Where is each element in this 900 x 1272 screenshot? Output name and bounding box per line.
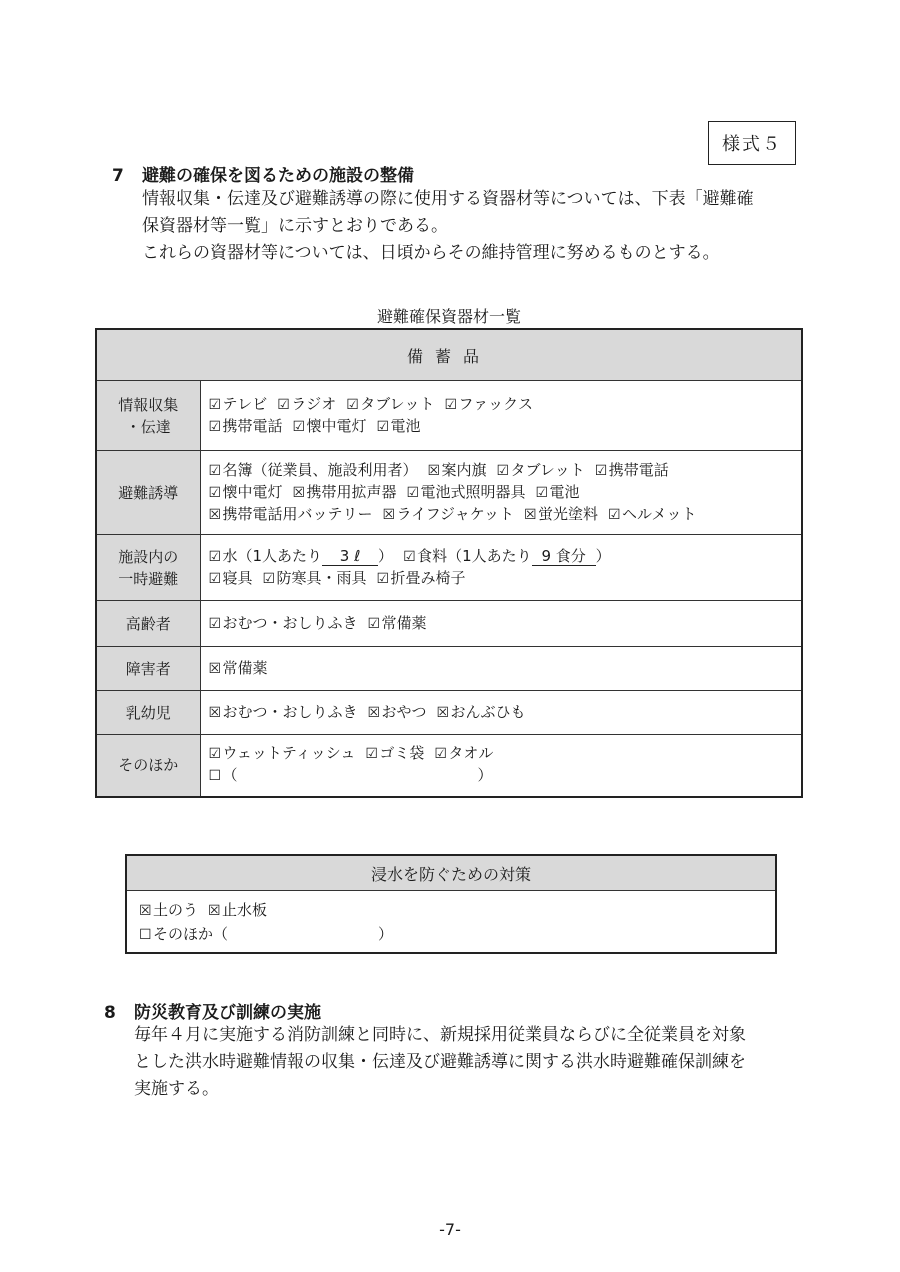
item-label: タオル	[448, 744, 494, 763]
table-row	[96, 647, 802, 691]
checked-box-icon: ☑	[496, 462, 510, 479]
checklist-item	[209, 613, 358, 635]
flood-measures-header: 浸水を防ぐための対策	[127, 856, 775, 891]
item-label: 寝具	[222, 568, 253, 587]
section-7-number: 7	[112, 166, 124, 186]
item-line	[209, 394, 794, 416]
checklist-item	[444, 394, 533, 416]
item-label: 懐中電灯	[306, 416, 367, 435]
section-8-line: とした洪水時避難情報の収集・伝達及び避難誘導に関する洪水時避難確保訓練を	[134, 1052, 746, 1072]
checklist-item	[383, 504, 514, 526]
category-line: 避難誘導	[118, 483, 179, 502]
checked-box-icon: ☑	[367, 615, 381, 632]
table-row	[96, 601, 802, 647]
section-7-title: 避難の確保を図るための施設の整備	[142, 166, 414, 186]
item-label: 食料（1人あたり	[417, 546, 532, 565]
checked-box-icon: ☑	[444, 396, 458, 413]
checklist-item	[608, 504, 697, 526]
equipment-table	[95, 328, 803, 798]
item-label: 電池式照明器具	[420, 482, 526, 501]
item-label: おやつ	[381, 702, 427, 721]
item-label: 携帯電話	[608, 460, 669, 479]
row-items	[200, 647, 802, 691]
checklist-item	[209, 743, 356, 765]
item-label: ヘルメット	[621, 504, 697, 523]
section-8-number: 8	[104, 1003, 116, 1023]
checked-box-icon: ☑	[208, 396, 222, 413]
row-items	[200, 735, 802, 797]
item-label: 案内旗	[441, 460, 487, 479]
row-category	[96, 451, 200, 535]
item-label: 携帯電話	[222, 416, 283, 435]
checklist-item	[209, 394, 268, 416]
item-line	[209, 482, 794, 504]
table-row	[96, 381, 802, 451]
item-label: 防寒具・雨具	[276, 568, 367, 587]
item-label: おんぶひも	[450, 702, 526, 721]
checklist-item	[437, 702, 526, 724]
checked-box-icon: ☑	[208, 484, 222, 501]
row-category	[96, 601, 200, 647]
item-line	[209, 702, 794, 724]
amount-value: 3 ℓ	[322, 547, 378, 566]
flood-measures-box	[125, 854, 777, 954]
checked-box-icon: ☑	[434, 746, 447, 763]
item-label: 折畳み椅子	[390, 568, 466, 587]
category-line: 施設内の	[118, 547, 179, 566]
empty-box-icon: ☐	[208, 768, 222, 785]
checked-box-icon: ☑	[208, 615, 222, 632]
checked-box-icon: ☑	[403, 548, 416, 565]
checklist-item	[368, 702, 427, 724]
crossed-box-icon: ☒	[523, 506, 537, 523]
checklist-item	[209, 504, 373, 526]
item-label: ラジオ	[291, 394, 337, 413]
checked-box-icon: ☑	[208, 462, 222, 479]
checklist-item	[209, 702, 358, 724]
food-item	[403, 546, 611, 568]
item-label: 携帯用拡声器	[306, 482, 397, 501]
section-7-body	[142, 186, 754, 267]
flood-measures-body	[127, 891, 775, 947]
item-label: 携帯電話用バッテリー	[222, 504, 373, 523]
item-label: ライフジャケット	[396, 504, 514, 523]
row-items	[200, 381, 802, 451]
item-label: ファックス	[458, 394, 534, 413]
checklist-item	[209, 568, 253, 590]
table-header-row	[96, 329, 802, 381]
table-row	[96, 691, 802, 735]
row-items	[200, 535, 802, 601]
item-label: 電池	[390, 416, 421, 435]
checked-box-icon: ☑	[535, 484, 549, 501]
item-line	[209, 613, 794, 635]
table-caption: 避難確保資器材一覧	[376, 307, 521, 326]
checked-box-icon: ☑	[376, 570, 390, 587]
item-label: 名簿（従業員、施設利用者）	[222, 460, 418, 479]
checked-box-icon: ☑	[208, 570, 222, 587]
section-8-line: 実施する。	[134, 1079, 219, 1099]
item-line	[209, 504, 794, 526]
section-7-heading	[112, 161, 414, 186]
checklist-item	[209, 482, 283, 504]
item-label-close: ）	[595, 546, 611, 565]
crossed-box-icon: ☒	[427, 462, 441, 479]
checked-box-icon: ☑	[346, 396, 359, 413]
table-body	[96, 381, 802, 797]
item-label: ゴミ袋	[379, 744, 425, 763]
checklist-item	[209, 765, 493, 787]
section-8-heading	[104, 998, 321, 1023]
item-line	[209, 765, 794, 787]
flood-line	[139, 899, 775, 923]
category-line: 乳幼児	[125, 703, 171, 722]
crossed-box-icon: ☒	[208, 660, 222, 677]
empty-box-icon: ☐	[139, 927, 152, 943]
checked-box-icon: ☑	[262, 570, 276, 587]
item-label: 常備薬	[381, 613, 427, 632]
section-7-line: 情報収集・伝達及び避難誘導の際に使用する資器材等については、下表「避難確	[142, 189, 754, 209]
row-items	[200, 451, 802, 535]
item-label: ウェットティッシュ	[222, 744, 356, 763]
checklist-item	[377, 568, 466, 590]
item-label: （ ）	[222, 766, 493, 785]
item-label: 蛍光塗料	[537, 504, 598, 523]
section-7-line: これらの資器材等については、日頃からその維持管理に努めるものとする。	[142, 243, 720, 263]
page-number: -7-	[439, 1220, 461, 1239]
item-label-close: ）	[378, 546, 394, 565]
section-8-body	[134, 1022, 746, 1103]
checked-box-icon: ☑	[365, 746, 378, 763]
table-header: 備蓄品	[96, 329, 802, 381]
category-line: ・伝達	[125, 417, 171, 436]
checklist-item	[277, 394, 336, 416]
item-line	[209, 658, 794, 680]
crossed-box-icon: ☒	[208, 704, 222, 721]
checked-box-icon: ☑	[208, 548, 222, 565]
checked-box-icon: ☑	[208, 418, 222, 435]
checked-box-icon: ☑	[208, 746, 222, 763]
row-category	[96, 735, 200, 797]
checklist-item	[377, 416, 421, 438]
checklist-item	[428, 460, 487, 482]
checklist-item	[595, 460, 669, 482]
item-label: タブレット	[360, 394, 435, 413]
section-8-line: 毎年４月に実施する消防訓練と同時に、新規採用従業員ならびに全従業員を対象	[134, 1025, 746, 1045]
checklist-item	[536, 482, 580, 504]
checklist-item	[524, 504, 598, 526]
checklist-item	[209, 460, 418, 482]
checklist-item	[365, 743, 424, 765]
checked-box-icon: ☑	[277, 396, 290, 413]
row-category	[96, 535, 200, 601]
checklist-item	[293, 416, 367, 438]
checked-box-icon: ☑	[292, 418, 306, 435]
category-line: そのほか	[118, 756, 179, 775]
table-row	[96, 451, 802, 535]
item-line	[209, 743, 794, 765]
checklist-item	[209, 658, 268, 680]
table-row	[96, 535, 802, 601]
water-item	[209, 546, 394, 568]
amount-value: 9 食分	[532, 547, 596, 566]
category-line: 高齢者	[125, 614, 171, 633]
item-label: テレビ	[222, 394, 268, 413]
crossed-box-icon: ☒	[367, 704, 381, 721]
item-label: おむつ・おしりふき	[222, 613, 358, 632]
checklist-item	[497, 460, 585, 482]
crossed-box-icon: ☒	[292, 484, 306, 501]
crossed-box-icon: ☒	[382, 506, 396, 523]
item-line	[209, 568, 794, 590]
category-line: 障害者	[125, 659, 171, 678]
checklist-item	[263, 568, 367, 590]
row-category	[96, 647, 200, 691]
flood-item	[208, 899, 267, 923]
checked-box-icon: ☑	[376, 418, 390, 435]
item-label: 水（1人あたり	[222, 546, 323, 565]
table-row	[96, 735, 802, 797]
checklist-item	[346, 394, 434, 416]
section-8-title: 防災教育及び訓練の実施	[134, 1003, 321, 1023]
row-category	[96, 691, 200, 735]
form-label: 様式５	[708, 121, 796, 165]
item-label: 土のう	[153, 901, 199, 919]
row-category	[96, 381, 200, 451]
item-label: 常備薬	[222, 658, 268, 677]
crossed-box-icon: ☒	[208, 506, 222, 523]
checklist-item	[368, 613, 427, 635]
section-7-line: 保資器材等一覧」に示すとおりである。	[142, 216, 448, 236]
item-label: 懐中電灯	[222, 482, 283, 501]
checklist-item	[293, 482, 397, 504]
category-line: 情報収集	[118, 395, 179, 414]
item-line	[209, 546, 794, 568]
flood-item	[139, 899, 198, 923]
crossed-box-icon: ☒	[208, 903, 221, 919]
checked-box-icon: ☑	[406, 484, 420, 501]
item-label: 電池	[549, 482, 580, 501]
flood-line	[139, 923, 775, 947]
item-line	[209, 460, 794, 482]
flood-item	[139, 923, 393, 947]
item-line	[209, 416, 794, 438]
item-label: 止水板	[222, 901, 268, 919]
row-items	[200, 691, 802, 735]
crossed-box-icon: ☒	[139, 903, 152, 919]
checklist-item	[209, 416, 283, 438]
category-line: 一時避難	[118, 569, 179, 588]
item-label: タブレット	[510, 460, 585, 479]
row-items	[200, 601, 802, 647]
checklist-item	[407, 482, 526, 504]
item-label: そのほか（ ）	[153, 925, 394, 943]
checklist-item	[434, 743, 493, 765]
crossed-box-icon: ☒	[436, 704, 450, 721]
item-label: おむつ・おしりふき	[222, 702, 358, 721]
checked-box-icon: ☑	[594, 462, 608, 479]
checked-box-icon: ☑	[607, 506, 621, 523]
